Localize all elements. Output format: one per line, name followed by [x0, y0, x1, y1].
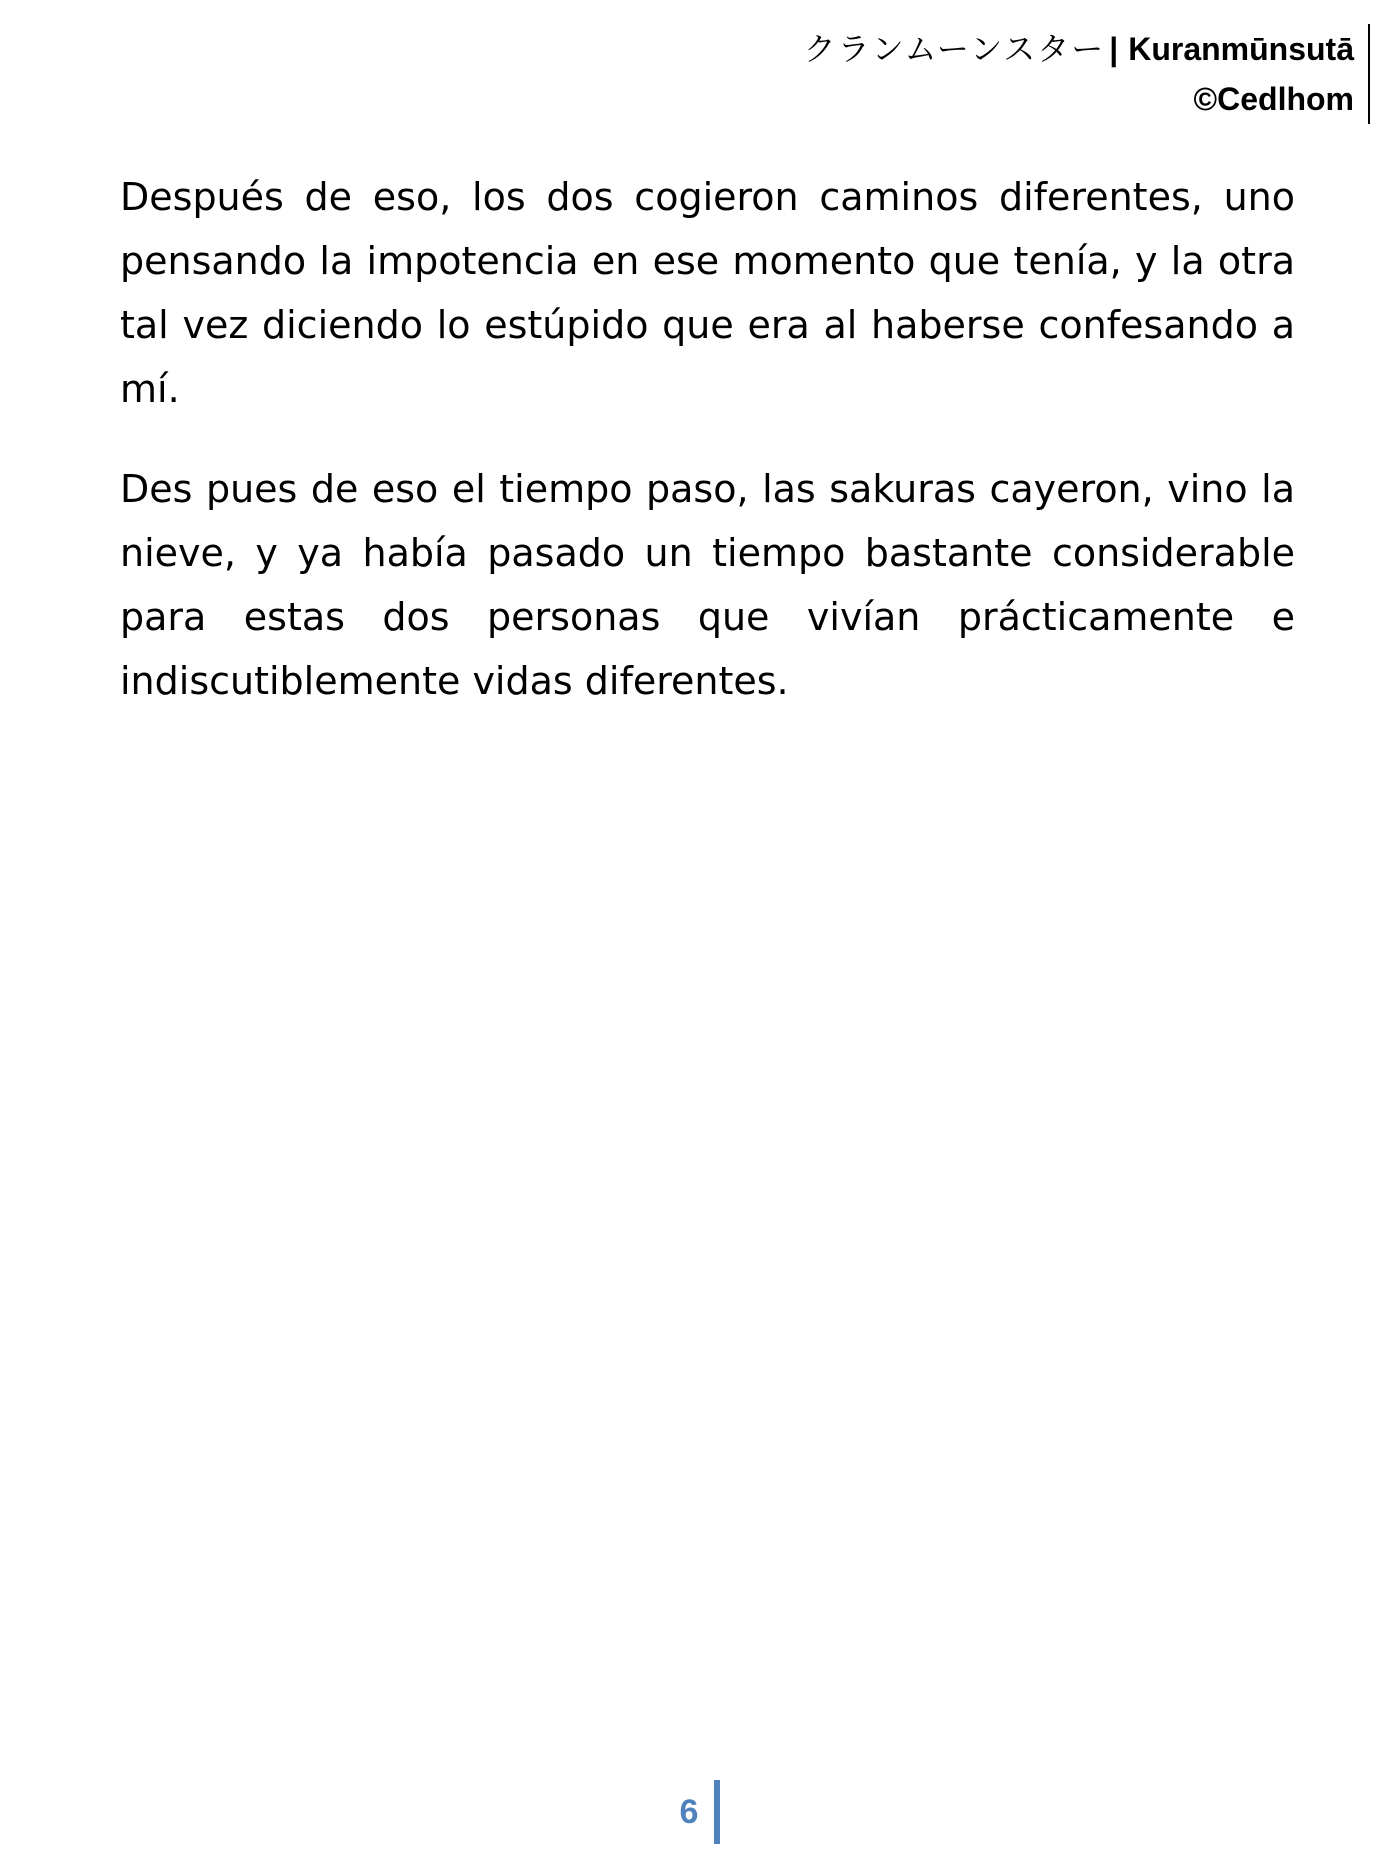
header-title-line [804, 24, 1354, 74]
page-footer [0, 1780, 1400, 1844]
document-body [120, 165, 1295, 749]
paragraph: Des pues de eso el tiempo paso, las sakuras cayeron, vino la nieve, y ya había pasado un tiempo bastante considerable para estas dos personas que vivían prácticamente e indiscutiblemente vidas diferentes. [120, 467, 1295, 703]
header-copyright: ©Cedlhom [1193, 81, 1354, 117]
paragraph: Después de eso, los dos cogieron caminos diferentes, uno pensando la impotencia en ese momento que tenía, y la otra tal vez diciendo lo estúpido que era al haberse confesando a mí. [120, 175, 1295, 411]
page-header [804, 24, 1370, 124]
header-separator: | [1109, 31, 1119, 67]
page-number: 6 [680, 1780, 721, 1844]
header-romanized-title: Kuranmūnsutā [1128, 31, 1354, 67]
header-japanese-title: クランムーンスター [803, 30, 1106, 68]
